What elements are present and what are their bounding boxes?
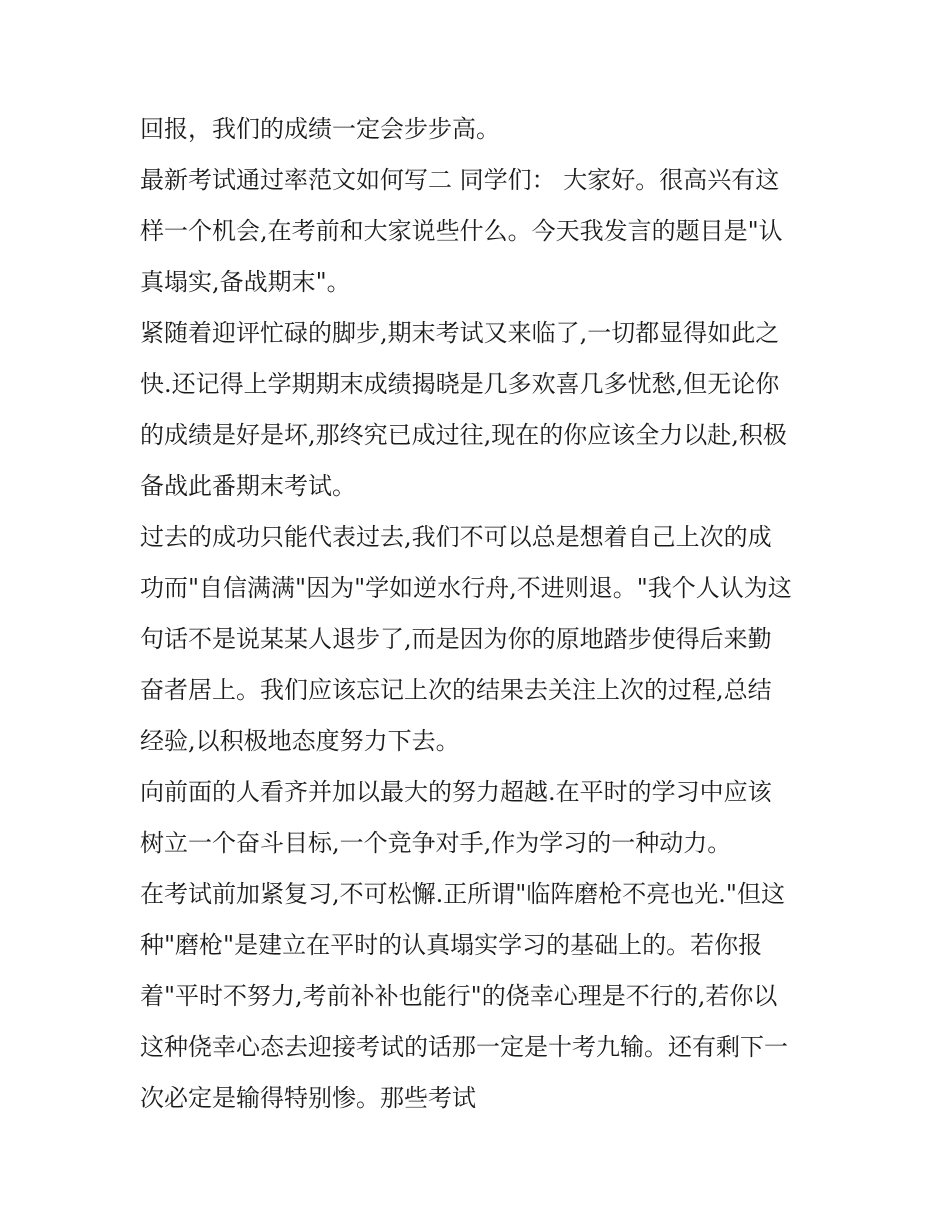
text-line: 句话不是说某某人退步了,而是因为你的原地踏步使得后来勤 — [140, 625, 772, 653]
text-line: 最新考试通过率范文如何写二 同学们： 大家好。很高兴有这 — [140, 166, 780, 194]
text-line: 快.还记得上学期期末成绩揭晓是几多欢喜几多忧愁,但无论你 — [140, 370, 780, 398]
text-line: 树立一个奋斗目标,一个竞争对手,作为学习的一种动力。 — [140, 829, 732, 857]
text-line: 奋者居上。我们应该忘记上次的结果去关注上次的过程,总结 — [140, 676, 772, 704]
text-line: 经验,以积极地态度努力下去。 — [140, 727, 460, 755]
text-line: 回报，我们的成绩一定会步步高。 — [140, 115, 500, 143]
document-body — [140, 104, 820, 1124]
text-line: 过去的成功只能代表过去,我们不可以总是想着自己上次的成 — [140, 523, 772, 551]
text-line: 向前面的人看齐并加以最大的努力超越.在平时的学习中应该 — [140, 778, 772, 806]
text-line: 紧随着迎评忙碌的脚步,期末考试又来临了,一切都显得如此之 — [140, 319, 780, 347]
text-line: 的成绩是好是坏,那终究已成过往,现在的你应该全力以赴,积极 — [140, 421, 787, 449]
text-line: 备战此番期末考试。 — [140, 472, 356, 500]
text-line: 样一个机会,在考前和大家说些什么。今天我发言的题目是"认 — [140, 217, 783, 245]
text-line: 着"平时不努力,考前补补也能行"的侥幸心理是不行的,若你以 — [140, 982, 778, 1010]
text-line: 在考试前加紧复习,不可松懈.正所谓"临阵磨枪不亮也光."但这 — [140, 880, 785, 908]
text-line: 功而"自信满满"因为"学如逆水行舟,不进则退。"我个人认为这 — [140, 574, 792, 602]
text-line: 真塌实,备战期末"。 — [140, 268, 351, 296]
text-line: 这种侥幸心态去迎接考试的话那一定是十考九输。还有剩下一 — [140, 1033, 788, 1061]
text-line: 次必定是输得特别惨。那些考试 — [140, 1084, 476, 1112]
text-line: 种"磨枪"是建立在平时的认真塌实学习的基础上的。若你报 — [140, 931, 763, 959]
